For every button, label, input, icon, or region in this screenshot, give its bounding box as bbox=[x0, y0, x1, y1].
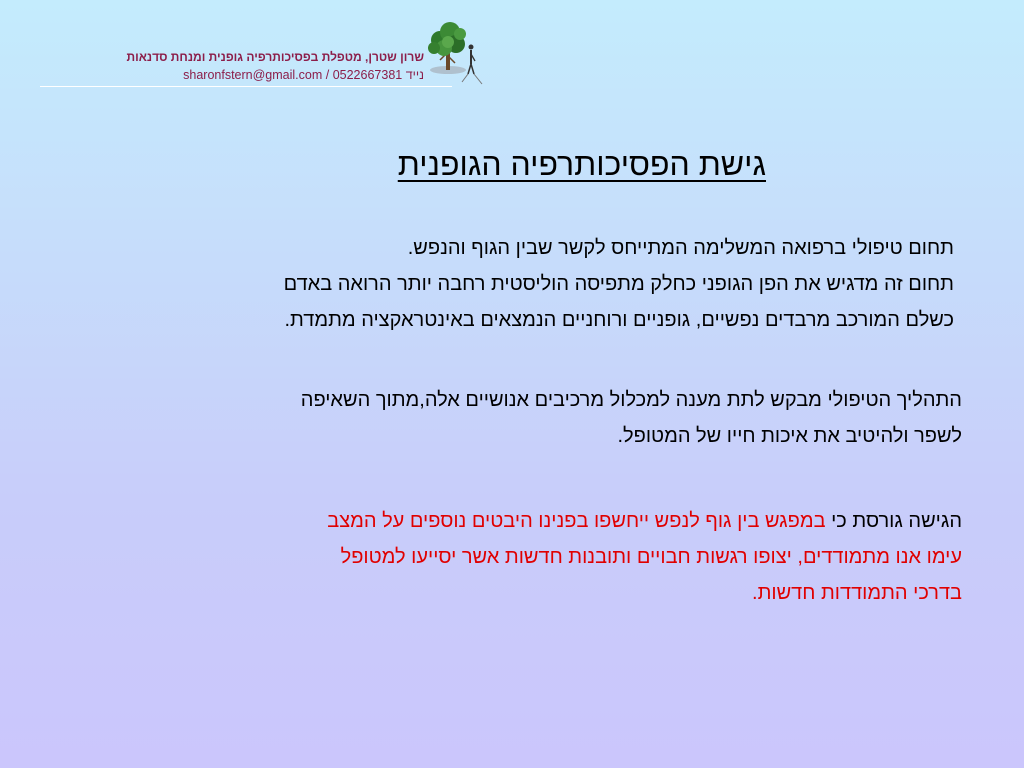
paragraph-definition bbox=[54, 230, 954, 338]
paragraph-text-black: הגישה גורסת כי bbox=[825, 510, 962, 532]
paragraph-line: לשפר ולהיטיב את איכות חייו של המטופל. bbox=[617, 425, 962, 447]
paragraph-line: בדרכי התמודדות חדשות. bbox=[752, 582, 962, 604]
page-title: גישת הפסיכותרפיה הגופנית bbox=[397, 146, 766, 182]
tree-with-person-icon bbox=[422, 18, 492, 88]
header-text bbox=[127, 48, 424, 84]
paragraph-line: כשלם המורכב מרבדים נפשיים, גופניים ורוחניים הנמצאים באינטראקציה מתמדת. bbox=[284, 309, 954, 331]
paragraph-process bbox=[62, 382, 962, 454]
header-contact-line: נייד 0522667381 / sharonfstern@gmail.com bbox=[183, 68, 424, 82]
header-divider bbox=[40, 86, 452, 87]
header-name-line: שרון שטרן, מטפלת בפסיכותרפיה גופנית ומנחת סדנאות bbox=[126, 50, 424, 64]
paragraph-line: תחום טיפולי ברפואה המשלימה המתייחס לקשר שבין הגוף והנפש. bbox=[407, 237, 954, 259]
paragraph-approach bbox=[62, 503, 962, 611]
paragraph-text-red: במפגש בין גוף לנפש ייחשפו בפנינו היבטים נוספים על המצב bbox=[327, 510, 826, 532]
paragraph-line bbox=[62, 503, 962, 539]
header bbox=[40, 18, 490, 88]
paragraph-line: עימו אנו מתמודדים, יצופו רגשות חבויים ותובנות חדשות אשר יסייעו למטופל bbox=[340, 546, 962, 568]
paragraph-line: תחום זה מדגיש את הפן הגופני כחלק מתפיסה הוליסטית רחבה יותר הרואה באדם bbox=[283, 273, 954, 295]
paragraph-line: התהליך הטיפולי מבקש לתת מענה למכלול מרכיבים אנושיים אלה,מתוך השאיפה bbox=[300, 389, 962, 411]
